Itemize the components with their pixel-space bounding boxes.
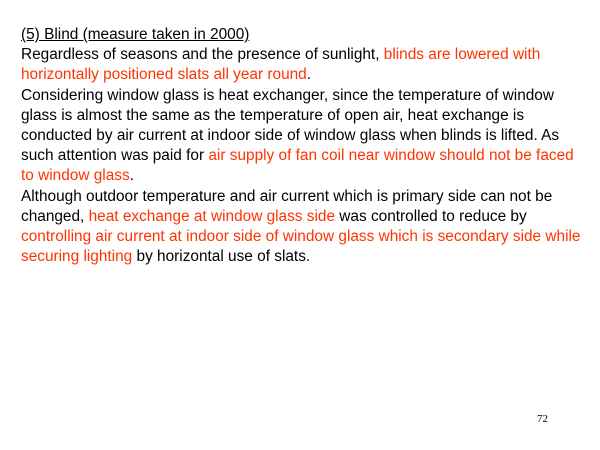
paragraph-1 (21, 45, 581, 85)
paragraph-3-text-2: was controlled to reduce by (335, 207, 527, 225)
paragraph-3 (21, 187, 581, 268)
paragraph-2 (21, 86, 581, 187)
slide-content (21, 25, 581, 267)
paragraph-2-end: . (129, 167, 134, 185)
paragraph-1-text: Regardless of seasons and the presence of sunlight, (21, 46, 384, 64)
slide-heading: (5) Blind (measure taken in 2000) (21, 26, 250, 43)
paragraph-3-text: Although outdoor temperature and air current which is primary side can not be changed, (21, 187, 553, 225)
paragraph-3-end: by horizontal use of slats. (132, 248, 311, 266)
paragraph-3-highlight-1: heat exchange at window glass side (88, 207, 336, 225)
paragraph-2-text: Considering window glass is heat exchanger, since the temperature of window glass is almost the same as the temperature of open air, heat exchange is conducted by air current at indoor side of window glass when blinds is lifted. As such attention was paid for (21, 86, 560, 165)
paragraph-1-highlight: blinds are lowered with horizontally positioned slats all year round (21, 46, 541, 84)
page-number: 72 (537, 413, 548, 425)
paragraph-2-highlight: air supply of fan coil near window should not be faced to window glass (21, 147, 574, 185)
paragraph-3-highlight-2: controlling air current at indoor side of window glass which is secondary side while securing lighting (21, 228, 581, 266)
paragraph-1-end: . (306, 66, 312, 84)
